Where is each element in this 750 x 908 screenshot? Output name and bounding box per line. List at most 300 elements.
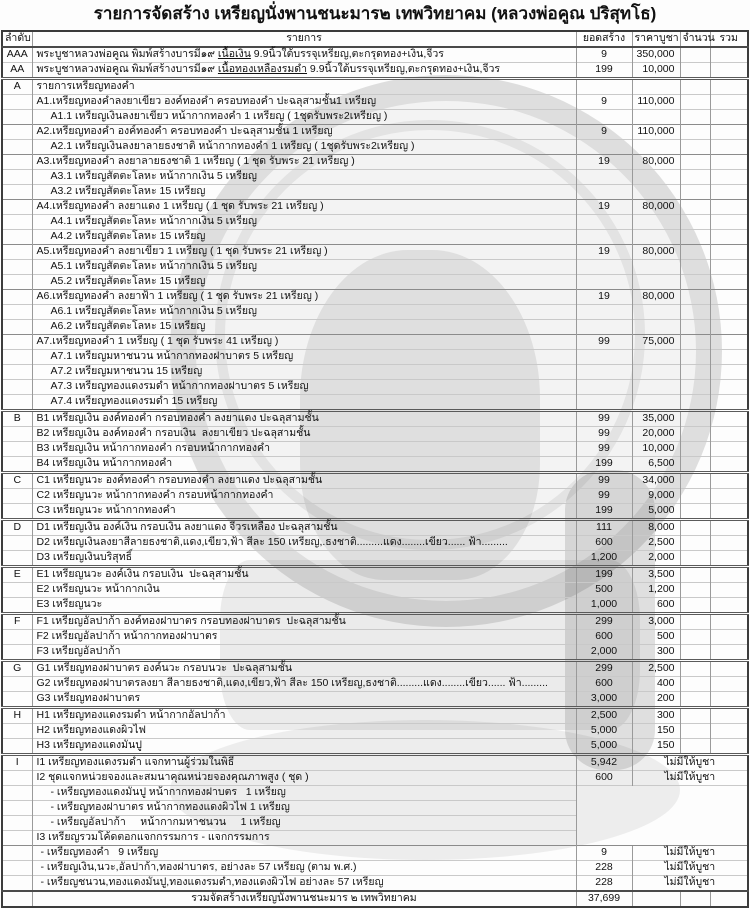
row-sum-cell [710, 79, 748, 95]
row-section-label [2, 260, 32, 275]
row-item-description: B2 เหรียญเงิน องค์ทองคำ กรอบเงิน ลงยาเขียว ปะฉลุสามชั้น [32, 427, 576, 442]
row-section-label [2, 140, 32, 155]
row-sum-cell [710, 155, 748, 170]
row-sum-cell [710, 170, 748, 185]
table-row [2, 645, 748, 661]
row-production-count: 199 [576, 457, 632, 473]
item-text-underlined: เนื้อเงิน [217, 48, 251, 61]
row-section-label [2, 427, 32, 442]
row-section-label [2, 724, 32, 739]
row-production-count: 9 [576, 47, 632, 63]
row-sum-cell [710, 411, 748, 427]
row-section-label [2, 290, 32, 305]
row-sum-cell [710, 140, 748, 155]
row-section-label [2, 155, 32, 170]
table-row [2, 661, 748, 677]
row-section-label [2, 630, 32, 645]
row-production-count: 600 [576, 677, 632, 692]
row-item-description: I3 เหรียญรวมโค้ดตอกแจกกรรมการ - แจกกรรมการ [32, 831, 576, 846]
row-section-label [2, 536, 32, 551]
column-header: รวม [710, 31, 748, 47]
row-quantity-cell [680, 380, 710, 395]
row-price: 2,500 [632, 536, 680, 551]
row-section-label [2, 95, 32, 110]
table-row [2, 614, 748, 630]
row-price: 2,000 [632, 551, 680, 567]
table-row [2, 350, 748, 365]
row-section-label: D [2, 520, 32, 536]
row-section-label [2, 305, 32, 320]
row-item-description: I1 เหรียญทองแดงรมดำ แจกทานผู้ร่วมในพิธี [32, 755, 576, 771]
row-section-label [2, 861, 32, 876]
table-row [2, 335, 748, 350]
row-quantity-cell [680, 583, 710, 598]
row-price: 80,000 [632, 245, 680, 260]
row-section-label [2, 185, 32, 200]
row-quantity-cell [680, 427, 710, 442]
table-row [2, 395, 748, 411]
row-section-label [2, 692, 32, 708]
table-row [2, 551, 748, 567]
table-footer [2, 891, 748, 907]
row-item-description: A3.2 เหรียญสัตตะโลหะ 15 เหรียญ [32, 185, 576, 200]
row-not-for-sale-note: ไม่มีให้บูชา [632, 771, 748, 786]
row-item-description: C1 เหรียญนวะ องค์ทองคำ กรอบทองคำ ลงยาแดง ปะฉลุสามชั้น [32, 473, 576, 489]
row-production-count: 99 [576, 473, 632, 489]
table-row [2, 47, 748, 63]
row-quantity-cell [680, 724, 710, 739]
merged-blank-cell [576, 786, 748, 846]
table-row [2, 290, 748, 305]
row-quantity-cell [680, 200, 710, 215]
row-sum-cell [710, 215, 748, 230]
row-price: 35,000 [632, 411, 680, 427]
row-sum-cell [710, 380, 748, 395]
page-title: รายการจัดสร้าง เหรียญนั่งพานชนะมาร๒ เทพวิทยาคม (หลวงพ่อคูณ ปริสุทโธ) [93, 4, 657, 23]
table-row [2, 427, 748, 442]
row-sum-cell [710, 739, 748, 755]
row-item-description: - เหรียญทองคำ 9 เหรียญ [32, 846, 576, 861]
row-price: 9,000 [632, 489, 680, 504]
row-quantity-cell [680, 79, 710, 95]
row-production-count: 99 [576, 411, 632, 427]
row-price: 3,500 [632, 567, 680, 583]
row-quantity-cell [680, 567, 710, 583]
row-item-description: A4.1 เหรียญสัตตะโลหะ หน้ากากเงิน 5 เหรียญ [32, 215, 576, 230]
row-not-for-sale-note: ไม่มีให้บูชา [632, 861, 748, 876]
row-sum-cell [710, 614, 748, 630]
table-row [2, 305, 748, 320]
item-text: 9.9นิ้วใต้บรรจุเหรียญ,ตะกรุดทอง+เงิน,จีวร [307, 63, 501, 76]
row-section-label [2, 551, 32, 567]
table-row [2, 504, 748, 520]
row-production-count: 19 [576, 200, 632, 215]
row-item-description [32, 63, 576, 79]
row-quantity-cell [680, 520, 710, 536]
row-item-description: รายการเหรียญทองคำ [32, 79, 576, 95]
row-production-count [576, 185, 632, 200]
row-price [632, 79, 680, 95]
grand-total-label: รวมจัดสร้างเหรียญนั่งพานชนะมาร ๒ เทพวิทยาคม [32, 891, 576, 907]
row-section-label [2, 677, 32, 692]
row-production-count [576, 350, 632, 365]
row-not-for-sale-note: ไม่มีให้บูชา [632, 755, 748, 771]
row-production-count: 99 [576, 489, 632, 504]
row-item-description: G1 เหรียญทองฝาบาตร องค์นวะ กรอบนวะ ปะฉลุสามชั้น [32, 661, 576, 677]
row-quantity-cell [680, 395, 710, 411]
table-row [2, 692, 748, 708]
table-row [2, 567, 748, 583]
row-item-description: H3 เหรียญทองแดงมันปู [32, 739, 576, 755]
row-quantity-cell [680, 63, 710, 79]
row-section-label [2, 583, 32, 598]
table-row [2, 473, 748, 489]
row-quantity-cell [680, 305, 710, 320]
row-production-count: 99 [576, 427, 632, 442]
footer-price-cell [632, 891, 680, 907]
table-row [2, 411, 748, 427]
row-section-label [2, 504, 32, 520]
row-production-count: 3,000 [576, 692, 632, 708]
row-price [632, 230, 680, 245]
row-quantity-cell [680, 245, 710, 260]
row-item-description: - เหรียญอัลปาก้า หน้ากากมหาชนวน 1 เหรียญ [32, 816, 576, 831]
row-price [632, 260, 680, 275]
row-quantity-cell [680, 47, 710, 63]
row-section-label: B [2, 411, 32, 427]
row-item-description: H2 เหรียญทองแดงผิวไฟ [32, 724, 576, 739]
row-section-label: I [2, 755, 32, 771]
row-quantity-cell [680, 551, 710, 567]
row-production-count [576, 260, 632, 275]
row-production-count [576, 275, 632, 290]
row-production-count: 111 [576, 520, 632, 536]
row-quantity-cell [680, 290, 710, 305]
row-quantity-cell [680, 739, 710, 755]
row-quantity-cell [680, 442, 710, 457]
table-row [2, 200, 748, 215]
row-production-count: 9 [576, 125, 632, 140]
row-price [632, 395, 680, 411]
row-price: 80,000 [632, 200, 680, 215]
row-production-count [576, 305, 632, 320]
row-section-label [2, 380, 32, 395]
row-item-description: A7.1 เหรียญมหาชนวน หน้ากากทองฝาบาตร 5 เหรียญ [32, 350, 576, 365]
row-item-description: A5.เหรียญทองคำ ลงยาเขียว 1 เหรียญ ( 1 ชุด รับพระ 21 เหรียญ ) [32, 245, 576, 260]
row-section-label: F [2, 614, 32, 630]
row-sum-cell [710, 708, 748, 724]
row-sum-cell [710, 395, 748, 411]
table-row [2, 110, 748, 125]
row-sum-cell [710, 427, 748, 442]
table-row [2, 536, 748, 551]
row-item-description: B4 เหรียญเงิน หน้ากากทองคำ [32, 457, 576, 473]
row-price: 400 [632, 677, 680, 692]
row-section-label: G [2, 661, 32, 677]
row-item-description: A6.เหรียญทองคำ ลงยาฟ้า 1 เหรียญ ( 1 ชุด รับพระ 21 เหรียญ ) [32, 290, 576, 305]
row-production-count [576, 215, 632, 230]
row-item-description: B1 เหรียญเงิน องค์ทองคำ กรอบทองคำ ลงยาแดง ปะฉลุสามชั้น [32, 411, 576, 427]
row-production-count: 600 [576, 630, 632, 645]
row-production-count: 9 [576, 95, 632, 110]
table-row [2, 320, 748, 335]
row-section-label [2, 170, 32, 185]
row-sum-cell [710, 551, 748, 567]
table-row [2, 275, 748, 290]
row-section-label: C [2, 473, 32, 489]
row-price [632, 110, 680, 125]
row-production-count: 600 [576, 536, 632, 551]
row-item-description: A3.1 เหรียญสัตตะโลหะ หน้ากากเงิน 5 เหรียญ [32, 170, 576, 185]
row-production-count: 5,000 [576, 739, 632, 755]
row-price: 80,000 [632, 155, 680, 170]
row-section-label [2, 320, 32, 335]
row-section-label: AAA [2, 47, 32, 63]
row-quantity-cell [680, 614, 710, 630]
row-production-count: 5,942 [576, 755, 632, 771]
row-price: 10,000 [632, 442, 680, 457]
row-item-description: G2 เหรียญทองฝาบาตรลงยา สีลายธงชาติ,แดง,เขียว,ฟ้า สีละ 150 เหรียญ,ธงชาติ.........แดง........เขียว...... ฟ้า......... [32, 677, 576, 692]
row-production-count [576, 170, 632, 185]
row-price: 110,000 [632, 95, 680, 110]
row-item-description: H1 เหรียญทองแดงรมดำ หน้ากากอัลปาก้า [32, 708, 576, 724]
table-header [2, 31, 748, 47]
row-production-count: 299 [576, 661, 632, 677]
row-item-description: D2 เหรียญเงินลงยาสีลายธงชาติ,แดง,เขียว,ฟ้า สีละ 150 เหรียญ,.ธงชาติ.........แดง........เขียว...... ฟ้า......... [32, 536, 576, 551]
row-production-count: 199 [576, 504, 632, 520]
row-section-label [2, 598, 32, 614]
row-sum-cell [710, 305, 748, 320]
row-section-label: H [2, 708, 32, 724]
footer-sum-cell [710, 891, 748, 907]
row-production-count [576, 79, 632, 95]
table-row [2, 140, 748, 155]
row-price: 300 [632, 708, 680, 724]
table-row [2, 755, 748, 771]
row-price [632, 305, 680, 320]
row-section-label: AA [2, 63, 32, 79]
row-sum-cell [710, 630, 748, 645]
row-sum-cell [710, 185, 748, 200]
row-sum-cell [710, 520, 748, 536]
row-production-count [576, 140, 632, 155]
row-section-label [2, 365, 32, 380]
row-section-label [2, 125, 32, 140]
row-production-count: 19 [576, 245, 632, 260]
row-sum-cell [710, 692, 748, 708]
row-production-count: 9 [576, 846, 632, 861]
row-sum-cell [710, 275, 748, 290]
row-price: 8,000 [632, 520, 680, 536]
table-row [2, 95, 748, 110]
row-sum-cell [710, 442, 748, 457]
table-row [2, 260, 748, 275]
item-text: 9.9นิ้วใต้บรรจุเหรียญ,ตะกรุดทอง+เงิน,จีวร [250, 48, 444, 61]
row-item-description: F2 เหรียญอัลปาก้า หน้ากากทองฝาบาตร [32, 630, 576, 645]
row-item-description [32, 47, 576, 63]
row-quantity-cell [680, 489, 710, 504]
row-price: 5,000 [632, 504, 680, 520]
row-production-count: 299 [576, 614, 632, 630]
row-sum-cell [710, 365, 748, 380]
table-row [2, 861, 748, 876]
row-section-label: A [2, 79, 32, 95]
row-item-description: F3 เหรียญอัลปาก้า [32, 645, 576, 661]
row-sum-cell [710, 95, 748, 110]
row-production-count: 2,000 [576, 645, 632, 661]
row-quantity-cell [680, 645, 710, 661]
row-section-label [2, 739, 32, 755]
row-quantity-cell [680, 230, 710, 245]
row-price: 75,000 [632, 335, 680, 350]
row-quantity-cell [680, 661, 710, 677]
row-item-description: A3.เหรียญทองคำ ลงยาลายธงชาติ 1 เหรียญ ( 1 ชุด รับพระ 21 เหรียญ ) [32, 155, 576, 170]
row-section-label [2, 846, 32, 861]
row-price: 34,000 [632, 473, 680, 489]
table-row [2, 598, 748, 614]
row-quantity-cell [680, 692, 710, 708]
table-row [2, 125, 748, 140]
header-row [2, 31, 748, 47]
row-section-label [2, 395, 32, 411]
row-price: 200 [632, 692, 680, 708]
row-item-description: A5.1 เหรียญสัตตะโลหะ หน้ากากเงิน 5 เหรียญ [32, 260, 576, 275]
row-quantity-cell [680, 185, 710, 200]
row-quantity-cell [680, 504, 710, 520]
row-production-count [576, 230, 632, 245]
row-item-description: E3 เหรียญนวะ [32, 598, 576, 614]
row-price: 500 [632, 630, 680, 645]
row-section-label [2, 350, 32, 365]
row-sum-cell [710, 47, 748, 63]
row-sum-cell [710, 63, 748, 79]
row-sum-cell [710, 661, 748, 677]
row-production-count [576, 365, 632, 380]
row-production-count [576, 380, 632, 395]
table-body [2, 47, 748, 891]
table-row [2, 230, 748, 245]
item-text-underlined: เนื้อทองเหลืองรมดำ [217, 63, 308, 76]
production-table [1, 30, 749, 908]
table-row [2, 155, 748, 170]
column-header: ราคาบูชา [632, 31, 680, 47]
footer-section-cell [2, 891, 32, 907]
row-production-count: 199 [576, 567, 632, 583]
row-production-count [576, 110, 632, 125]
row-item-description: A2.1 เหรียญเงินลงยาลายธงชาติ หน้ากากทองคำ 1 เหรียญ ( 1ชุดรับพระ2เหรียญ ) [32, 140, 576, 155]
row-price [632, 170, 680, 185]
row-price: 600 [632, 598, 680, 614]
row-section-label [2, 110, 32, 125]
row-quantity-cell [680, 457, 710, 473]
row-sum-cell [710, 473, 748, 489]
row-item-description: A2.เหรียญทองคำ องค์ทองคำ ครอบทองคำ ปะฉลุสามชั้น 1 เหรียญ [32, 125, 576, 140]
row-sum-cell [710, 125, 748, 140]
row-quantity-cell [680, 95, 710, 110]
table-row [2, 442, 748, 457]
row-item-description: - เหรียญเงิน,นวะ,อัลปาก้า,ทองฝาบาตร, อย่างละ 57 เหรียญ (ตาม พ.ศ.) [32, 861, 576, 876]
row-not-for-sale-note: ไม่มีให้บูชา [632, 876, 748, 892]
table-row [2, 185, 748, 200]
row-quantity-cell [680, 598, 710, 614]
row-item-description: A6.2 เหรียญสัตตะโลหะ 15 เหรียญ [32, 320, 576, 335]
row-item-description: C2 เหรียญนวะ หน้ากากทองคำ กรอบหน้ากากทองคำ [32, 489, 576, 504]
row-price [632, 380, 680, 395]
row-price: 150 [632, 724, 680, 739]
row-sum-cell [710, 245, 748, 260]
row-section-label [2, 786, 32, 801]
row-section-label [2, 457, 32, 473]
row-section-label [2, 645, 32, 661]
row-sum-cell [710, 260, 748, 275]
row-item-description: A5.2 เหรียญสัตตะโลหะ 15 เหรียญ [32, 275, 576, 290]
row-section-label [2, 230, 32, 245]
row-section-label [2, 200, 32, 215]
row-section-label [2, 215, 32, 230]
row-quantity-cell [680, 411, 710, 427]
row-production-count: 228 [576, 861, 632, 876]
row-production-count: 1,200 [576, 551, 632, 567]
row-item-description: G3 เหรียญทองฝาบาตร [32, 692, 576, 708]
row-price [632, 365, 680, 380]
row-item-description: A7.เหรียญทองคำ 1 เหรียญ ( 1 ชุด รับพระ 41 เหรียญ ) [32, 335, 576, 350]
item-text: พระบูชาหลวงพ่อคูณ พิมพ์สร้างบารมี๑๙ [36, 63, 218, 76]
table-row [2, 380, 748, 395]
row-sum-cell [710, 200, 748, 215]
row-price [632, 320, 680, 335]
column-header: ยอดสร้าง [576, 31, 632, 47]
row-item-description: A7.4 เหรียญทองแดงรมดำ 15 เหรียญ [32, 395, 576, 411]
table-row [2, 786, 748, 801]
row-sum-cell [710, 290, 748, 305]
row-sum-cell [710, 504, 748, 520]
table-row [2, 739, 748, 755]
row-production-count [576, 320, 632, 335]
row-quantity-cell [680, 260, 710, 275]
table-row [2, 215, 748, 230]
row-price: 350,000 [632, 47, 680, 63]
row-sum-cell [710, 230, 748, 245]
row-item-description: A4.เหรียญทองคำ ลงยาแดง 1 เหรียญ ( 1 ชุด รับพระ 21 เหรียญ ) [32, 200, 576, 215]
row-item-description: A1.1 เหรียญเงินลงยาเขียว หน้ากากทองคำ 1 เหรียญ ( 1ชุดรับพระ2เหรียญ ) [32, 110, 576, 125]
table-row [2, 63, 748, 79]
table-row [2, 489, 748, 504]
row-section-label [2, 245, 32, 260]
table-row [2, 846, 748, 861]
row-quantity-cell [680, 110, 710, 125]
table-row [2, 771, 748, 786]
column-header: จำนวน [680, 31, 710, 47]
row-section-label [2, 816, 32, 831]
column-header: ลำดับ [2, 31, 32, 47]
row-sum-cell [710, 320, 748, 335]
row-price [632, 350, 680, 365]
row-price [632, 215, 680, 230]
row-sum-cell [710, 335, 748, 350]
table-row [2, 677, 748, 692]
table-row [2, 79, 748, 95]
row-production-count: 600 [576, 771, 632, 786]
row-item-description: - เหรียญทองแดงมันปู หน้ากากทองฝาบตร 1 เหรียญ [32, 786, 576, 801]
row-production-count: 228 [576, 876, 632, 892]
row-quantity-cell [680, 708, 710, 724]
row-price: 1,200 [632, 583, 680, 598]
row-sum-cell [710, 724, 748, 739]
row-sum-cell [710, 598, 748, 614]
row-price: 10,000 [632, 63, 680, 79]
row-sum-cell [710, 567, 748, 583]
row-item-description: A4.2 เหรียญสัตตะโลหะ 15 เหรียญ [32, 230, 576, 245]
